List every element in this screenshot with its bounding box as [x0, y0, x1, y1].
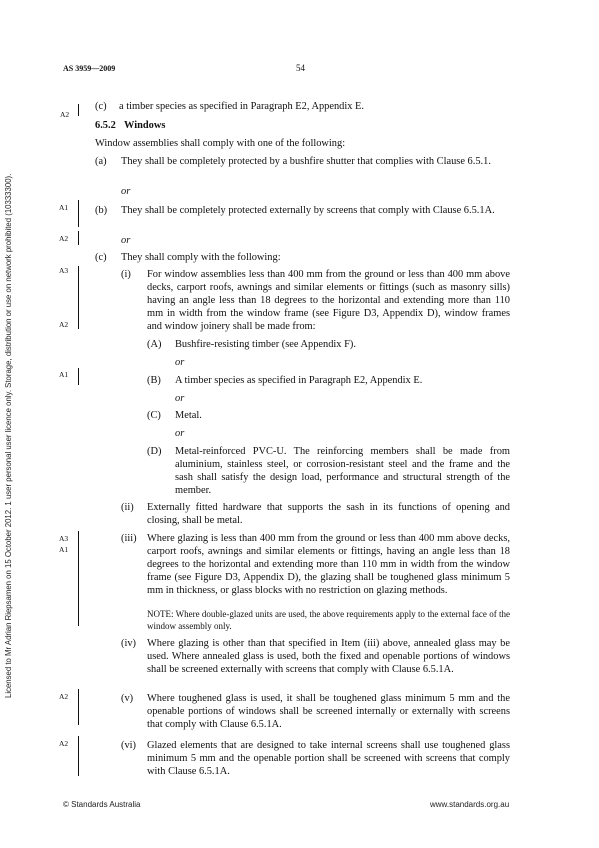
change-bar: [78, 531, 79, 626]
standard-number: AS 3959—2009: [63, 64, 116, 73]
change-bar: [78, 231, 79, 245]
change-bar: [78, 689, 79, 725]
subitem-label: (iv): [121, 638, 137, 649]
subitem-label: (vi): [121, 740, 137, 751]
footer-website[interactable]: www.standards.org.au: [430, 800, 510, 809]
section-title: Windows: [124, 120, 166, 131]
change-bar: [78, 368, 79, 385]
subsubitem-text: Metal-reinforced PVC-U. The reinforcing members shall be made from aluminium, stainless steel, or corrosion-resistant steel and the frame and the sash shall satisfy the design load, performance and structural strength of the member.: [175, 446, 510, 496]
or-connector: or: [121, 186, 131, 197]
subitem-text: Where toughened glass is used, it shall be toughened glass minimum 5 mm and the openable portions of windows shall be screened internally or externally with screens that comply with Clause 6.5.1A.: [147, 693, 510, 730]
item-label: (c): [95, 101, 107, 112]
or-connector: or: [175, 393, 185, 404]
subitem-label: (i): [121, 269, 131, 280]
section-lead: Window assemblies shall comply with one of the following:: [95, 138, 346, 149]
subitem-text: Glazed elements that are designed to take internal screens shall use toughened glass minimum 5 mm and the openable portion shall be screened with screens that comply with Clause 6.5.1A.: [147, 740, 510, 777]
item-label: (a): [95, 156, 107, 167]
licence-notice: Licensed to Mr Adrian Riepsamen on 15 October 2012. 1 user personal user licence only. Storage, distribution or use on network prohibited (10333300).: [4, 173, 13, 698]
item-text: They shall be completely protected externally by screens that comply with Clause 6.5.1A.: [121, 205, 495, 216]
amendment-marker-a2: A2: [59, 692, 69, 701]
item-label: (c): [95, 252, 107, 263]
item-text: They shall comply with the following:: [121, 252, 281, 263]
footer-copyright: © Standards Australia: [63, 800, 141, 809]
amendment-marker-a1: A1: [59, 203, 69, 212]
or-connector: or: [175, 428, 185, 439]
subsubitem-label: (D): [147, 446, 162, 457]
amendment-marker-a2: A2: [59, 739, 69, 748]
subsubitem-text: Bushfire-resisting timber (see Appendix F).: [175, 339, 356, 350]
amendment-marker-a1: A1: [59, 370, 69, 379]
subsubitem-text: Metal.: [175, 410, 202, 421]
page-number: 54: [296, 63, 305, 73]
subitem-text: Where glazing is less than 400 mm from the ground or less than 400 mm above decks, carport roofs, awnings and similar elements or fittings, having an angle less than 18 degrees to the horizontal and extending more than 110 mm in width from the window frame (see Figure D3, Appendix D), the glazing shall be toughened glass minimum 5 mm in thickness, or glass blocks with no restriction on glazing methods.: [147, 533, 510, 596]
amendment-marker-a2: A2: [59, 320, 69, 329]
amendment-marker-a3: A3: [59, 534, 69, 543]
subsubitem-label: (A): [147, 339, 162, 350]
subitem-text: Where glazing is other than that specified in Item (iii) above, annealed glass may be used. Where annealed glass is used, both the fixed and openable portions of windows shall be screened externally with screens that comply with Clause 6.5.1A.: [147, 638, 510, 675]
section-number: 6.5.2: [95, 120, 116, 131]
subitem-text: For window assemblies less than 400 mm from the ground or less than 400 mm above decks, carport roofs, awnings and similar elements or fittings (such as masonry sills) having an angle less than 18 degrees to the horizontal and extending more than 110 mm in width from the window frame (see Figure D3, Appendix D), window frames and window joinery shall be made from:: [147, 269, 510, 332]
subitem-text: Externally fitted hardware that supports the sash in its functions of opening and closing, shall be metal.: [147, 502, 510, 526]
amendment-marker-a1: A1: [59, 545, 69, 554]
subitem-label: (v): [121, 693, 134, 704]
amendment-marker-a2: A2: [59, 234, 69, 243]
subsubitem-label: (B): [147, 375, 161, 386]
change-bar: [78, 266, 79, 329]
note: NOTE: Where double-glazed units are used, the above requirements apply to the external face of the window assembly only.: [147, 609, 510, 631]
subitem-label: (iii): [121, 533, 137, 544]
change-bar: [78, 200, 79, 227]
item-text: They shall be completely protected by a bushfire shutter that complies with Clause 6.5.1.: [121, 156, 491, 167]
or-connector: or: [175, 357, 185, 368]
subsubitem-text: A timber species as specified in Paragraph E2, Appendix E.: [175, 375, 423, 386]
item-label: (b): [95, 205, 108, 216]
change-bar: [78, 736, 79, 776]
or-connector: or: [121, 235, 131, 246]
amendment-marker-a3: A3: [59, 266, 69, 275]
subsubitem-label: (C): [147, 410, 161, 421]
amendment-marker-a2: A2: [60, 110, 70, 119]
change-bar: [78, 104, 79, 116]
item-text: a timber species as specified in Paragraph E2, Appendix E.: [119, 101, 364, 112]
subitem-label: (ii): [121, 502, 134, 513]
